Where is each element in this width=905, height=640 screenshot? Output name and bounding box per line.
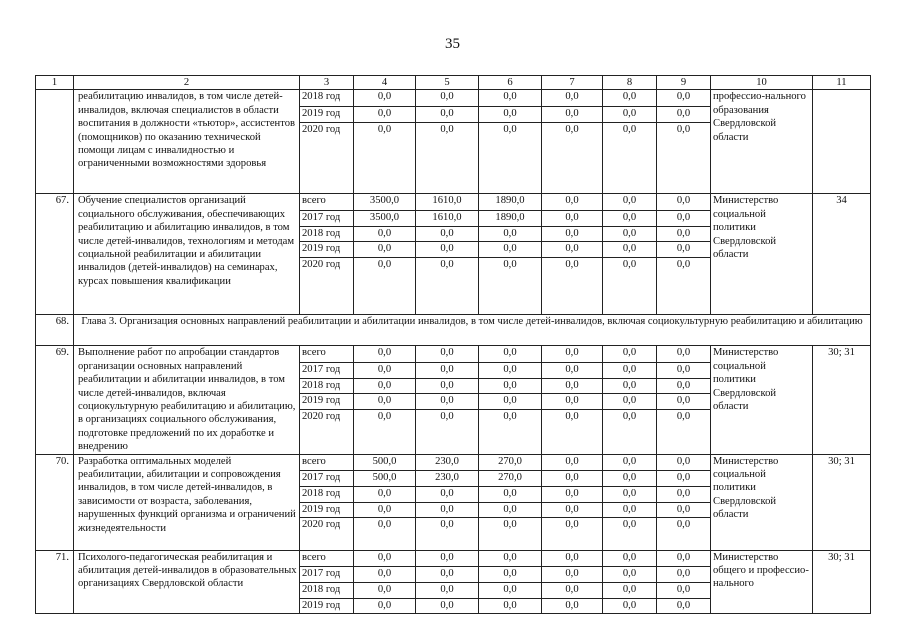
amount-value: 0,0 <box>657 257 710 273</box>
amount-value: 0,0 <box>503 91 517 103</box>
amount-value: 0,0 <box>542 378 602 394</box>
amount-value: 0,0 <box>603 517 656 533</box>
year-cell <box>300 194 354 315</box>
amount-value: 0,0 <box>542 122 602 138</box>
year-label: 2019 год <box>300 393 353 409</box>
amount-value: 0,0 <box>603 409 656 425</box>
amount-value: 0,0 <box>657 362 710 378</box>
row-number: 70. <box>36 454 74 550</box>
amount-value: 270,0 <box>498 455 522 467</box>
chapter-row <box>36 315 871 346</box>
amount-value: 0,0 <box>479 409 541 425</box>
amount-value: 0,0 <box>622 455 637 467</box>
amount-value: 0,0 <box>676 195 691 207</box>
executor-cell: Министерство социальной политики Свердловской области <box>711 194 813 315</box>
amount-value: 0,0 <box>657 517 710 533</box>
amount-value: 0,0 <box>603 362 656 378</box>
amount-value: 0,0 <box>479 362 541 378</box>
amount-cell <box>542 194 603 315</box>
amount-value: 0,0 <box>503 347 517 359</box>
row-number: 71. <box>36 550 74 614</box>
year-label: 2019 год <box>300 502 353 518</box>
table-row <box>36 346 871 454</box>
header-cell: 10 <box>711 76 813 90</box>
amount-cell <box>354 90 416 194</box>
amount-value: 0,0 <box>657 241 710 257</box>
amount-value: 0,0 <box>565 455 579 467</box>
table-row <box>36 454 871 550</box>
amount-value: 0,0 <box>603 486 656 502</box>
measure-description: Обучение специалистов организаций социального обслуживания, обеспечивающих реабилитацию и абилитацию инвалидов, в том числе детей-инвалидов, технологиям и методам социальной реабилитации и абилитации инвалидов (детей-инвалидов) на семинарах, курсах повышения квалификации <box>74 194 300 315</box>
amount-value: 0,0 <box>565 551 579 563</box>
header-cell: 7 <box>542 76 603 90</box>
amount-value: 0,0 <box>603 582 656 598</box>
amount-value: 230,0 <box>435 455 459 467</box>
amount-value: 0,0 <box>603 598 656 614</box>
amount-value: 1610,0 <box>416 210 478 226</box>
table-row <box>36 90 871 194</box>
target-ref-cell: 30; 31 <box>813 346 871 454</box>
amount-value: 0,0 <box>657 598 710 614</box>
header-cell: 5 <box>416 76 479 90</box>
amount-value: 500,0 <box>372 455 397 467</box>
header-cell: 11 <box>813 76 871 90</box>
amount-cell <box>354 550 416 614</box>
amount-cell <box>416 346 479 454</box>
amount-value: 0,0 <box>603 226 656 242</box>
year-cell <box>300 346 354 454</box>
year-label: 2018 год <box>302 91 341 103</box>
amount-cell <box>416 454 479 550</box>
amount-value: 0,0 <box>542 566 602 582</box>
year-label: 2020 год <box>300 517 353 533</box>
amount-value: 0,0 <box>657 582 710 598</box>
amount-value: 0,0 <box>354 393 415 409</box>
amount-value: 0,0 <box>354 106 415 122</box>
measure-description: Разработка оптимальных моделей реабилитации, абилитации и сопровождения инвалидов, в том числе детей-инвалидов, в зависимости от возраста, заболевания, нарушенных функций организма и ограничений жизнедеятельности <box>74 454 300 550</box>
header-row <box>36 76 871 90</box>
amount-value: 1890,0 <box>495 195 525 207</box>
amount-value: 0,0 <box>657 566 710 582</box>
amount-cell <box>603 194 657 315</box>
amount-value: 0,0 <box>354 582 415 598</box>
year-label: 2019 год <box>300 106 353 122</box>
year-label: 2020 год <box>300 122 353 138</box>
amount-value: 0,0 <box>440 347 454 359</box>
program-table <box>35 75 871 614</box>
year-cell <box>300 550 354 614</box>
amount-cell <box>479 194 542 315</box>
amount-value: 0,0 <box>603 210 656 226</box>
amount-value: 0,0 <box>416 226 478 242</box>
target-ref-cell: 30; 31 <box>813 550 871 614</box>
amount-value: 0,0 <box>542 517 602 533</box>
amount-value: 230,0 <box>416 470 478 486</box>
amount-value: 0,0 <box>542 598 602 614</box>
amount-value: 0,0 <box>354 378 415 394</box>
amount-cell <box>479 90 542 194</box>
amount-cell <box>657 194 711 315</box>
amount-value: 0,0 <box>416 486 478 502</box>
amount-value: 0,0 <box>354 517 415 533</box>
amount-value: 0,0 <box>416 393 478 409</box>
amount-value: 0,0 <box>657 378 710 394</box>
amount-value: 0,0 <box>503 551 517 563</box>
amount-value: 0,0 <box>416 257 478 273</box>
year-label: 2018 год <box>300 486 353 502</box>
amount-value: 0,0 <box>657 210 710 226</box>
amount-value: 500,0 <box>354 470 415 486</box>
amount-value: 0,0 <box>416 122 478 138</box>
amount-value: 0,0 <box>354 502 415 518</box>
amount-value: 0,0 <box>354 598 415 614</box>
amount-value: 0,0 <box>657 393 710 409</box>
amount-value: 0,0 <box>657 226 710 242</box>
amount-value: 0,0 <box>565 91 579 103</box>
amount-value: 0,0 <box>603 106 656 122</box>
amount-value: 0,0 <box>479 582 541 598</box>
amount-value: 0,0 <box>565 347 579 359</box>
amount-value: 0,0 <box>676 455 691 467</box>
year-label: 2018 год <box>300 582 353 598</box>
year-label: всего <box>302 551 326 563</box>
executor-cell: Министерство общего и профессио-нального <box>711 550 813 614</box>
measure-description: реабилитацию инвалидов, в том числе детей-инвалидов, включая специалистов в области воспитания в должности «тьютор», ассистентов (помощников) по оказанию технической помощи лицам с инвалидностью и ограниченными возможностями здоровья <box>74 90 300 194</box>
amount-value: 0,0 <box>479 566 541 582</box>
amount-cell <box>603 454 657 550</box>
header-cell: 2 <box>74 76 300 90</box>
amount-value: 0,0 <box>542 582 602 598</box>
amount-cell <box>479 454 542 550</box>
target-ref-cell <box>813 90 871 194</box>
amount-value: 0,0 <box>416 598 478 614</box>
amount-value: 0,0 <box>542 409 602 425</box>
year-label: 2017 год <box>300 210 353 226</box>
chapter-title: Глава 3. Организация основных направлений реабилитации и абилитации инвалидов, в том числе детей-инвалидов, включая социокультурную реабилитацию и абилитацию <box>74 315 871 346</box>
amount-value: 0,0 <box>603 393 656 409</box>
table-row <box>36 194 871 315</box>
amount-value: 0,0 <box>603 257 656 273</box>
year-label: 2020 год <box>300 257 353 273</box>
amount-value: 0,0 <box>479 502 541 518</box>
amount-value: 0,0 <box>542 486 602 502</box>
amount-value: 0,0 <box>676 347 691 359</box>
amount-value: 0,0 <box>416 362 478 378</box>
amount-value: 0,0 <box>416 409 478 425</box>
target-ref-cell: 34 <box>813 194 871 315</box>
amount-value: 0,0 <box>479 486 541 502</box>
header-cell: 3 <box>300 76 354 90</box>
amount-value: 0,0 <box>542 362 602 378</box>
amount-value: 0,0 <box>479 241 541 257</box>
executor-cell: Министерство социальной политики Свердловской области <box>711 346 813 454</box>
amount-value: 0,0 <box>354 257 415 273</box>
amount-cell <box>416 90 479 194</box>
amount-value: 0,0 <box>603 470 656 486</box>
amount-value: 3500,0 <box>369 195 400 207</box>
row-number <box>36 90 74 194</box>
page-number: 35 <box>445 36 460 52</box>
amount-value: 0,0 <box>622 347 637 359</box>
amount-cell <box>479 550 542 614</box>
amount-cell <box>657 346 711 454</box>
amount-value: 0,0 <box>416 502 478 518</box>
year-label: всего <box>302 347 326 359</box>
amount-value: 0,0 <box>354 241 415 257</box>
measure-description: Выполнение работ по апробации стандартов организации основных направлений реабилитации и абилитации инвалидов, в том числе детей-инвалидов, включая социокультурную реабилитацию и абилитацию, в организациях социального обслуживания, подготовке предложений по их доработке и внедрению <box>74 346 300 454</box>
amount-value: 0,0 <box>542 241 602 257</box>
amount-value: 1890,0 <box>479 210 541 226</box>
amount-value: 0,0 <box>354 409 415 425</box>
year-label: 2018 год <box>300 378 353 394</box>
year-label: 2017 год <box>300 362 353 378</box>
header-cell: 8 <box>603 76 657 90</box>
year-label: 2017 год <box>300 470 353 486</box>
amount-value: 0,0 <box>354 226 415 242</box>
amount-value: 0,0 <box>603 502 656 518</box>
amount-value: 0,0 <box>416 582 478 598</box>
amount-value: 3500,0 <box>354 210 415 226</box>
amount-cell <box>603 90 657 194</box>
amount-value: 0,0 <box>377 91 392 103</box>
row-number: 67. <box>36 194 74 315</box>
row-number: 68. <box>36 315 74 346</box>
header-cell: 1 <box>36 76 74 90</box>
amount-value: 0,0 <box>657 502 710 518</box>
year-cell <box>300 454 354 550</box>
amount-cell <box>542 550 603 614</box>
amount-cell <box>657 454 711 550</box>
amount-cell <box>416 550 479 614</box>
amount-value: 0,0 <box>479 378 541 394</box>
year-label: 2017 год <box>300 566 353 582</box>
header-cell: 9 <box>657 76 711 90</box>
amount-value: 0,0 <box>603 241 656 257</box>
amount-cell <box>603 346 657 454</box>
amount-value: 0,0 <box>657 470 710 486</box>
amount-value: 0,0 <box>657 106 710 122</box>
year-label: всего <box>302 455 326 467</box>
amount-value: 0,0 <box>542 106 602 122</box>
executor-cell: Министерство социальной политики Свердловской области <box>711 454 813 550</box>
amount-cell <box>354 454 416 550</box>
year-label: 2020 год <box>300 409 353 425</box>
amount-value: 0,0 <box>479 517 541 533</box>
row-number: 69. <box>36 346 74 454</box>
amount-value: 1610,0 <box>432 195 462 207</box>
amount-value: 0,0 <box>542 393 602 409</box>
amount-cell <box>542 454 603 550</box>
amount-value: 0,0 <box>542 210 602 226</box>
amount-value: 0,0 <box>603 378 656 394</box>
amount-value: 0,0 <box>377 551 392 563</box>
amount-value: 0,0 <box>657 122 710 138</box>
amount-value: 0,0 <box>542 257 602 273</box>
amount-value: 0,0 <box>622 551 637 563</box>
amount-value: 0,0 <box>479 393 541 409</box>
amount-value: 0,0 <box>440 551 454 563</box>
amount-cell <box>542 90 603 194</box>
amount-value: 0,0 <box>416 241 478 257</box>
amount-value: 0,0 <box>542 470 602 486</box>
amount-cell <box>542 346 603 454</box>
table-row <box>36 550 871 614</box>
target-ref-cell: 30; 31 <box>813 454 871 550</box>
amount-value: 0,0 <box>542 226 602 242</box>
year-label: 2019 год <box>300 598 353 614</box>
amount-value: 0,0 <box>416 106 478 122</box>
amount-value: 0,0 <box>657 486 710 502</box>
amount-value: 0,0 <box>479 106 541 122</box>
amount-cell <box>657 550 711 614</box>
amount-value: 270,0 <box>479 470 541 486</box>
year-label: 2018 год <box>300 226 353 242</box>
amount-cell <box>354 346 416 454</box>
amount-value: 0,0 <box>622 195 637 207</box>
amount-value: 0,0 <box>542 502 602 518</box>
amount-value: 0,0 <box>479 257 541 273</box>
amount-value: 0,0 <box>354 486 415 502</box>
amount-value: 0,0 <box>354 362 415 378</box>
amount-value: 0,0 <box>622 91 637 103</box>
amount-value: 0,0 <box>676 91 691 103</box>
year-label: всего <box>302 195 326 207</box>
amount-value: 0,0 <box>603 566 656 582</box>
amount-value: 0,0 <box>657 409 710 425</box>
amount-value: 0,0 <box>354 566 415 582</box>
amount-cell <box>479 346 542 454</box>
amount-value: 0,0 <box>416 566 478 582</box>
amount-value: 0,0 <box>479 122 541 138</box>
amount-value: 0,0 <box>479 598 541 614</box>
executor-cell: профессио-нального образования Свердловской области <box>711 90 813 194</box>
header-cell: 6 <box>479 76 542 90</box>
header-cell: 4 <box>354 76 416 90</box>
amount-cell <box>603 550 657 614</box>
amount-value: 0,0 <box>416 378 478 394</box>
amount-value: 0,0 <box>603 122 656 138</box>
amount-value: 0,0 <box>565 195 579 207</box>
amount-cell <box>657 90 711 194</box>
amount-value: 0,0 <box>416 517 478 533</box>
year-label: 2019 год <box>300 241 353 257</box>
amount-cell <box>354 194 416 315</box>
amount-value: 0,0 <box>479 226 541 242</box>
amount-value: 0,0 <box>354 122 415 138</box>
amount-value: 0,0 <box>440 91 454 103</box>
year-cell <box>300 90 354 194</box>
amount-cell <box>416 194 479 315</box>
amount-value: 0,0 <box>676 551 691 563</box>
measure-description: Психолого-педагогическая реабилитация и абилитация детей-инвалидов в образовательных организациях Свердловской области <box>74 550 300 614</box>
amount-value: 0,0 <box>377 347 392 359</box>
